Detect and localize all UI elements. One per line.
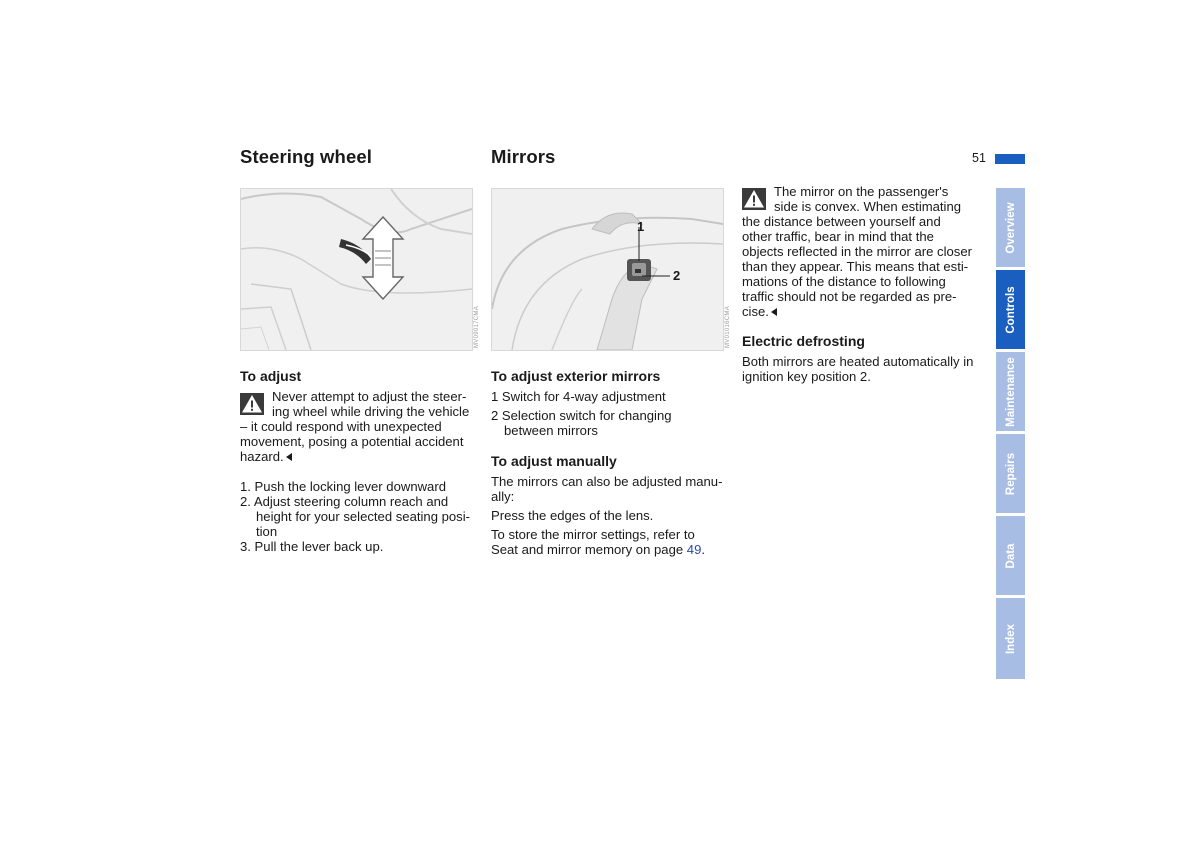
mirror-switch-figure	[491, 188, 724, 351]
subtitle-adjust-exterior-mirrors: To adjust exterior mirrors	[491, 368, 661, 384]
step-item: 2. Adjust steering column reach and	[240, 494, 449, 509]
paragraph-line: The mirrors can also be adjusted manu-	[491, 474, 723, 489]
callout-1: 1	[637, 219, 645, 234]
tab-label: Repairs	[1004, 452, 1017, 495]
warning-text-line: objects reflected in the mirror are closer	[742, 244, 972, 259]
warning-text-line: Never attempt to adjust the steer-	[272, 389, 467, 404]
step-item-continued: height for your selected seating posi-	[256, 509, 470, 524]
tab-label: Data	[1004, 543, 1017, 568]
tab-index[interactable]	[996, 598, 1025, 679]
list-item-continued: between mirrors	[504, 423, 598, 438]
warning-text-line: the distance between yourself and	[742, 214, 941, 229]
subtitle-electric-defrosting: Electric defrosting	[742, 333, 865, 349]
page-number-bar	[995, 154, 1025, 164]
warning-text-line: other traffic, bear in mind that the	[742, 229, 934, 244]
paragraph-line: To store the mirror settings, refer to	[491, 527, 695, 542]
warning-text-line: mations of the distance to following	[742, 274, 946, 289]
warning-text-line: traffic should not be regarded as pre-	[742, 289, 957, 304]
end-marker-icon	[286, 453, 292, 461]
figure-code: MV09017CMA	[474, 305, 480, 348]
tab-maintenance[interactable]	[996, 352, 1025, 431]
figure-code: MV01016CMA	[725, 305, 731, 348]
warning-text-end	[742, 304, 777, 319]
warning-text-end	[240, 449, 292, 464]
section-title-steering-wheel: Steering wheel	[240, 146, 372, 167]
warning-text-line: than they appear. This means that esti-	[742, 259, 969, 274]
steering-column-illustration	[241, 189, 472, 350]
paragraph-text: .	[701, 542, 705, 557]
paragraph-line: ally:	[491, 489, 515, 504]
warning-text-line: side is convex. When estimating	[774, 199, 962, 214]
tab-controls[interactable]	[996, 270, 1025, 349]
list-item: 1 Switch for 4-way adjustment	[491, 389, 666, 404]
list-item: 2 Selection switch for changing	[491, 408, 672, 423]
tab-overview[interactable]	[996, 188, 1025, 267]
paragraph-text: Seat and mirror memory on page	[491, 542, 687, 557]
warning-text-line: cise.	[742, 304, 769, 319]
subtitle-adjust-manually: To adjust manually	[491, 453, 617, 469]
tab-label: Maintenance	[1004, 356, 1017, 427]
warning-icon	[240, 393, 264, 415]
step-item: 1. Push the locking lever downward	[240, 479, 446, 494]
warning-text-line: – it could respond with unexpected	[240, 419, 442, 434]
tab-repairs[interactable]	[996, 434, 1025, 513]
tab-data[interactable]	[996, 516, 1025, 595]
step-item: 3. Pull the lever back up.	[240, 539, 384, 554]
tab-label: Overview	[1004, 201, 1017, 254]
paragraph-line: ignition key position 2.	[742, 369, 871, 384]
warning-text-line: ing wheel while driving the vehicle	[272, 404, 470, 419]
page-link[interactable]: 49	[686, 542, 702, 557]
tab-label: Index	[1004, 623, 1017, 654]
step-item-continued: tion	[256, 524, 278, 539]
callout-2: 2	[673, 268, 681, 283]
warning-text-line: hazard.	[240, 449, 284, 464]
mirror-switch-illustration	[492, 189, 723, 350]
warning-text-line: The mirror on the passenger's	[774, 184, 949, 199]
tab-label: Controls	[1004, 285, 1017, 334]
warning-text-line: movement, posing a potential accident	[240, 434, 464, 449]
paragraph-line: Both mirrors are heated automatically in	[742, 354, 974, 369]
end-marker-icon	[771, 308, 777, 316]
warning-icon	[742, 188, 766, 210]
paragraph-line-with-link	[491, 542, 705, 557]
steering-wheel-figure	[240, 188, 473, 351]
section-title-mirrors: Mirrors	[491, 146, 556, 167]
subtitle-to-adjust: To adjust	[240, 368, 302, 384]
page-number: 51	[972, 151, 986, 165]
paragraph-line: Press the edges of the lens.	[491, 508, 654, 523]
